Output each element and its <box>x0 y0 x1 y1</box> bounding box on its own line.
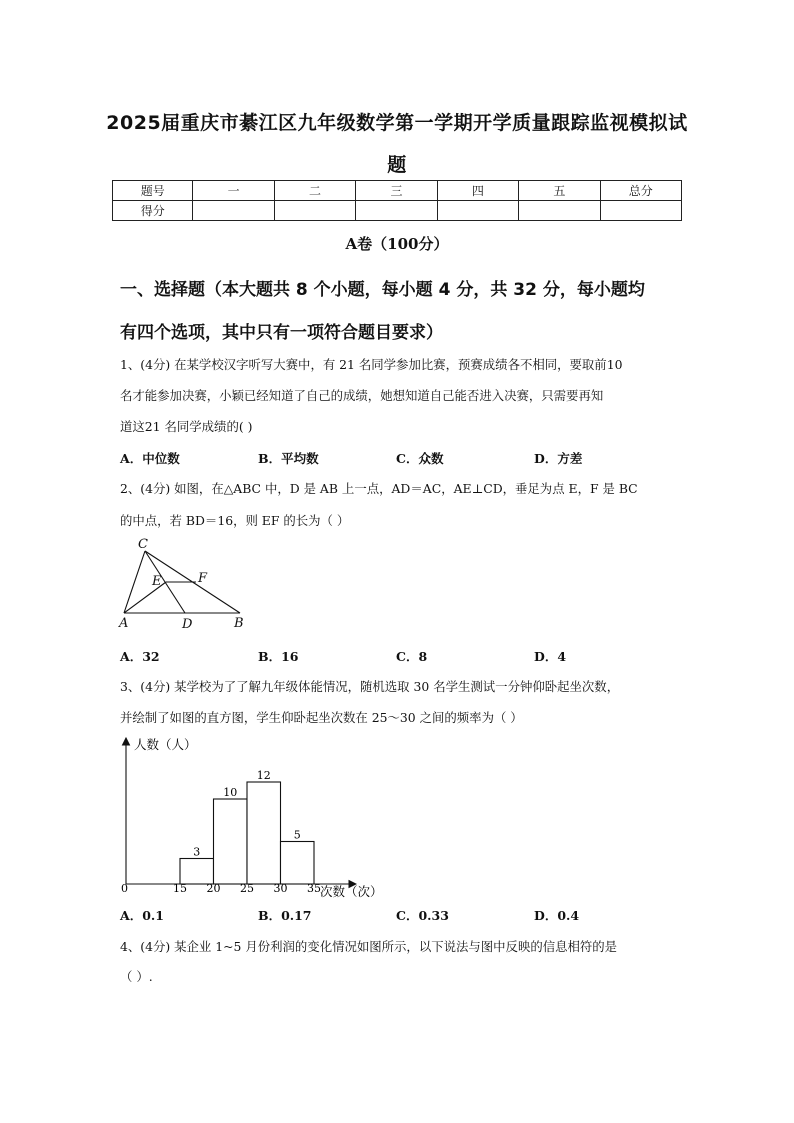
histogram-bar <box>214 799 248 884</box>
label-c: C <box>138 537 148 552</box>
q3-line1: 3、(4分) 某学校为了了解九年级体能情况，随机选取 30 名学生测试一分钟仰卧起坐次数， <box>120 679 620 694</box>
bar-value-label: 5 <box>293 828 301 842</box>
q2-option-a[interactable]: A．32 <box>120 649 160 664</box>
bar-value-label: 3 <box>193 845 201 859</box>
score-header-cell: 总分 <box>600 181 681 201</box>
triangle-figure <box>110 535 260 635</box>
q4-line2: （ ）. <box>120 969 153 984</box>
section-heading-line1: 一、选择题（本大题共 8 个小题，每小题 4 分，共 32 分，每小题均 <box>120 280 645 300</box>
score-header-cell: 四 <box>437 181 518 201</box>
q2-option-d[interactable]: D．4 <box>534 649 567 664</box>
doc-title-line1: 2025届重庆市綦江区九年级数学第一学期开学质量跟踪监视模拟试 <box>106 112 688 134</box>
label-f: F <box>198 571 208 586</box>
score-cell <box>519 201 600 221</box>
score-header-cell: 题号 <box>113 181 193 201</box>
x-tick-label: 35 <box>307 882 321 895</box>
x-tick-label: 30 <box>273 882 288 895</box>
score-header-cell: 二 <box>274 181 355 201</box>
bar-value-label: 12 <box>256 769 271 782</box>
score-header-cell: 三 <box>356 181 437 201</box>
histogram-bar <box>247 782 281 884</box>
q3-line2: 并绘制了如图的直方图，学生仰卧起坐次数在 25～30 之间的频率为（ ） <box>120 710 523 725</box>
doc-title-line2: 题 <box>387 154 407 176</box>
x-tick-label: 15 <box>173 882 187 895</box>
score-cell <box>437 201 518 221</box>
score-header-cell: 一 <box>193 181 274 201</box>
q1-option-b[interactable]: B．平均数 <box>258 451 319 466</box>
segment-ac <box>124 551 145 613</box>
volume-label: A卷（100分） <box>345 235 449 253</box>
score-table-score-row <box>113 201 682 221</box>
q2-option-c[interactable]: C．8 <box>396 649 428 664</box>
score-cell <box>600 201 681 221</box>
histogram-bar <box>281 842 315 885</box>
q2-line1: 2、(4分) 如图，在△ABC 中，D 是 AB 上一点，AD＝AC，AE⊥CD，垂足为点 E，F 是 BC <box>120 481 638 496</box>
q1-option-c[interactable]: C．众数 <box>396 451 444 466</box>
q1-line1: 1、(4分) 在某学校汉字听写大赛中，有 21 名同学参加比赛，预赛成绩各不相同，要取前10 <box>120 357 623 372</box>
q1-option-d[interactable]: D．方差 <box>534 451 583 466</box>
q3-option-a[interactable]: A．0.1 <box>120 908 164 923</box>
origin-label: 0 <box>121 882 128 895</box>
q3-option-c[interactable]: C．0.33 <box>396 908 449 923</box>
q1-line2: 名才能参加决赛，小颖已经知道了自己的成绩，她想知道自己能否进入决赛，只需要再知 <box>120 388 604 403</box>
x-tick-label: 25 <box>240 882 254 895</box>
score-header-cell: 五 <box>519 181 600 201</box>
q4-line1: 4、(4分) 某企业 1~5 月份利润的变化情况如图所示，以下说法与图中反映的信息相符的是 <box>120 939 618 954</box>
histogram-chart <box>110 728 400 903</box>
q1-option-a[interactable]: A．中位数 <box>120 451 180 466</box>
label-e: E <box>152 574 162 589</box>
score-table <box>112 180 682 221</box>
score-cell <box>274 201 355 221</box>
label-b: B <box>234 616 244 631</box>
q3-option-d[interactable]: D．0.4 <box>534 908 580 923</box>
label-d: D <box>182 617 193 632</box>
section-heading-line2: 有四个选项，其中只有一项符合题目要求） <box>120 323 443 343</box>
q3-option-b[interactable]: B．0.17 <box>258 908 312 923</box>
score-cell <box>193 201 274 221</box>
score-row-label: 得分 <box>113 201 193 221</box>
q2-option-b[interactable]: B．16 <box>258 649 299 664</box>
q2-line2: 的中点，若 BD＝16，则 EF 的长为（ ） <box>120 513 350 528</box>
score-cell <box>356 201 437 221</box>
score-table-header-row <box>113 181 682 201</box>
y-axis-label: 人数（人） <box>134 737 197 752</box>
label-a: A <box>119 616 129 631</box>
bar-value-label: 10 <box>223 786 238 799</box>
x-tick-label: 20 <box>206 882 221 895</box>
histogram-bar <box>180 859 214 885</box>
q1-line3: 道这21 名同学成绩的( ) <box>120 419 253 434</box>
x-axis-label: 次数（次） <box>320 884 383 899</box>
